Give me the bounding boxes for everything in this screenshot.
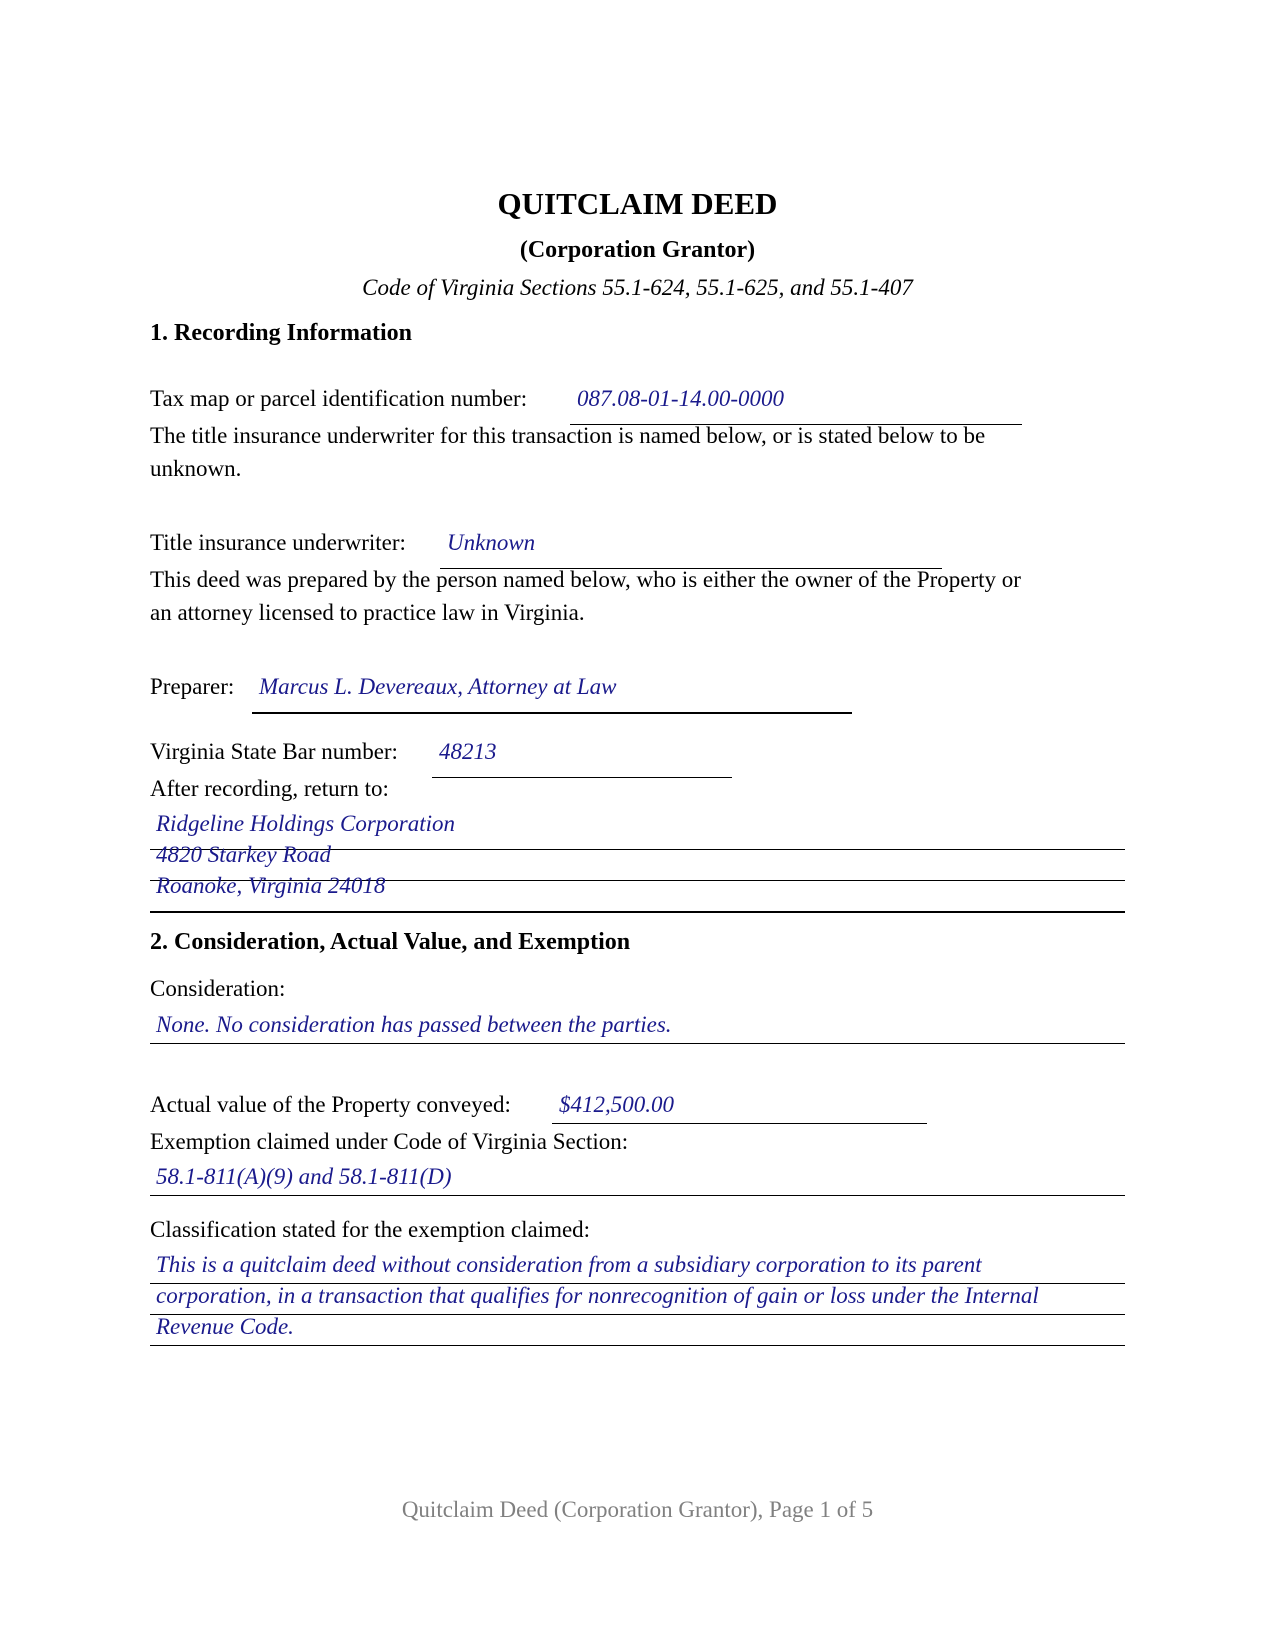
preparer-intro-line1: This deed was prepared by the person named below, who is either the owner of the Property or xyxy=(150,567,1021,592)
consideration-value: None. No consideration has passed between the parties. xyxy=(156,1012,672,1037)
return-address-line: 4820 Starkey Road xyxy=(156,842,332,867)
preparer-underline xyxy=(252,712,852,714)
actual-value-underline xyxy=(552,1123,927,1124)
bar-number-underline xyxy=(432,777,732,778)
actual-value-label: Actual value of the Property conveyed: xyxy=(150,1092,511,1117)
underwriter-intro-line1: The title insurance underwriter for this transaction is named below, or is stated below to be xyxy=(150,423,986,448)
return-address-line: Ridgeline Holdings Corporation xyxy=(156,811,455,836)
classification-label: Classification stated for the exemption claimed: xyxy=(150,1217,591,1242)
exemption-value: 58.1-811(A)(9) and 58.1-811(D) xyxy=(156,1164,452,1189)
preparer-value: Marcus L. Devereaux, Attorney at Law xyxy=(259,674,617,699)
code-reference: Code of Virginia Sections 55.1-624, 55.1-625, and 55.1-407 xyxy=(362,275,913,300)
section1-heading: 1. Recording Information xyxy=(150,320,412,346)
document-subtitle: (Corporation Grantor) xyxy=(519,237,756,263)
consideration-label: Consideration: xyxy=(150,976,286,1001)
consideration-underline xyxy=(150,1043,1125,1044)
tax-map-value: 087.08-01-14.00-0000 xyxy=(577,386,784,411)
bar-number-label: Virginia State Bar number: xyxy=(150,739,398,764)
underwriter-label: Title insurance underwriter: xyxy=(150,530,406,555)
return-address-underline xyxy=(150,911,1125,913)
classification-underline xyxy=(150,1345,1125,1346)
tax-map-label: Tax map or parcel identification number: xyxy=(150,386,528,411)
classification-line: Revenue Code. xyxy=(156,1314,294,1339)
classification-underline xyxy=(150,1314,1125,1315)
classification-line: This is a quitclaim deed without consideration from a subsidiary corporation to its parent xyxy=(156,1252,982,1277)
page-footer: Quitclaim Deed (Corporation Grantor), Page 1 of 5 xyxy=(401,1497,874,1522)
preparer-intro-line2: an attorney licensed to practice law in Virginia. xyxy=(150,600,585,625)
document-title: QUITCLAIM DEED xyxy=(497,186,778,221)
bar-number-value: 48213 xyxy=(439,739,497,764)
classification-line: corporation, in a transaction that qualifies for nonrecognition of gain or loss under the Internal xyxy=(156,1283,1039,1308)
section2-heading: 2. Consideration, Actual Value, and Exemption xyxy=(150,929,631,955)
underwriter-value: Unknown xyxy=(447,530,536,555)
exemption-label: Exemption claimed under Code of Virginia Section: xyxy=(150,1129,629,1154)
return-address-line: Roanoke, Virginia 24018 xyxy=(156,873,386,898)
underwriter-intro-line2: unknown. xyxy=(150,456,242,481)
preparer-label: Preparer: xyxy=(150,674,235,699)
exemption-underline xyxy=(150,1195,1125,1196)
actual-value: $412,500.00 xyxy=(559,1092,674,1117)
return-to-label: After recording, return to: xyxy=(150,776,389,801)
